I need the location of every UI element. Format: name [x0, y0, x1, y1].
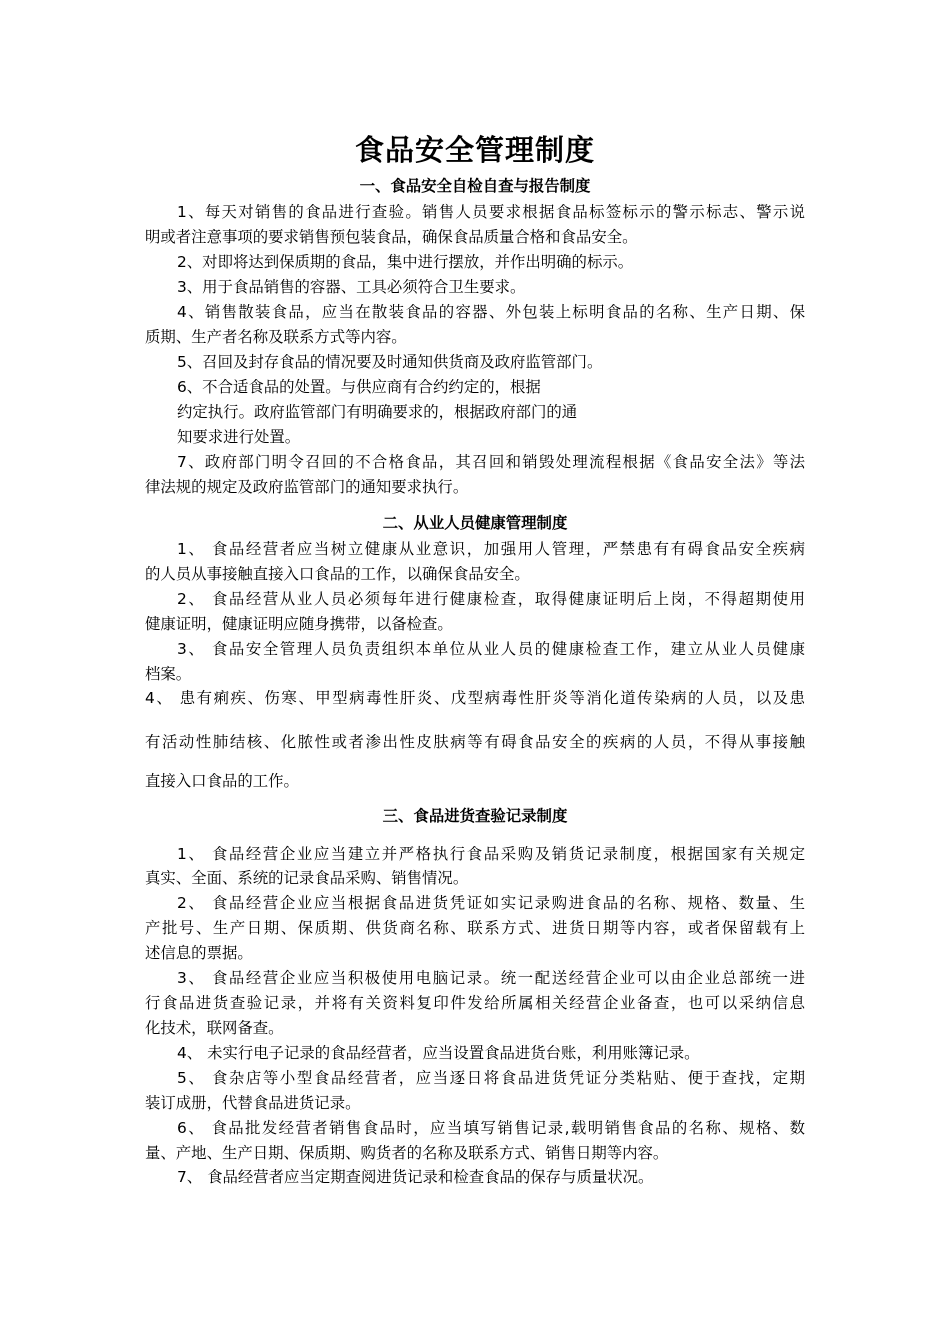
paragraph-line: 的人员从事接触直接入口食品的工作，以确保食品安全。	[145, 565, 530, 583]
paragraph-line: 3、用于食品销售的容器、工具必须符合卫生要求。	[177, 278, 526, 296]
paragraph-line: 7、 食品经营者应当定期查阅进货记录和检查食品的保存与质量状况。	[177, 1168, 654, 1186]
paragraph-line: 化技术，联网备查。	[145, 1019, 284, 1037]
paragraph-line: 3、 食品安全管理人员负责组织本单位从业人员的健康检查工作，建立从业人员健康	[177, 640, 805, 658]
paragraph-line: 4、 患有痢疾、伤寒、甲型病毒性肝炎、戊型病毒性肝炎等消化道传染病的人员，以及患	[145, 689, 805, 707]
paragraph-line: 2、 食品经营企业应当根据食品进货凭证如实记录购进食品的名称、规格、数量、生	[177, 894, 805, 912]
paragraph-line: 4、 未实行电子记录的食品经营者，应当设置食品进货台账，利用账簿记录。	[177, 1044, 700, 1062]
paragraph-line: 4、销售散装食品，应当在散装食品的容器、外包装上标明食品的名称、生产日期、保	[177, 303, 805, 321]
document-title: 食品安全管理制度	[354, 133, 595, 167]
paragraph-line: 档案。	[145, 665, 192, 683]
paragraph-line: 述信息的票据。	[145, 944, 253, 962]
paragraph-line: 6、 食品批发经营者销售食品时，应当填写销售记录,载明销售食品的名称、规格、数	[177, 1119, 805, 1137]
paragraph-line: 律法规的规定及政府监管部门的通知要求执行。	[145, 478, 469, 496]
paragraph-line: 1、每天对销售的食品进行查验。销售人员要求根据食品标签标示的警示标志、警示说	[177, 203, 805, 221]
paragraph-line: 产批号、生产日期、保质期、供货商名称、联系方式、进货日期等内容，或者保留载有上	[145, 919, 805, 937]
paragraph-line: 5、 食杂店等小型食品经营者，应当逐日将食品进货凭证分类粘贴、便于查找，定期	[177, 1069, 805, 1087]
paragraph-line: 明或者注意事项的要求销售预包装食品，确保食品质量合格和食品安全。	[145, 228, 638, 246]
section-heading-3: 三、食品进货查验记录制度	[382, 807, 568, 825]
paragraph-line: 1、 食品经营者应当树立健康从业意识，加强用人管理，严禁患有有碍食品安全疾病	[177, 540, 805, 558]
paragraph-line: 知要求进行处置。	[177, 428, 301, 446]
paragraph-line: 有活动性肺结核、化脓性或者渗出性皮肤病等有碍食品安全的疾病的人员，不得从事接触	[145, 733, 805, 751]
paragraph-line: 真实、全面、系统的记录食品采购、销售情况。	[145, 869, 469, 887]
paragraph-line: 约定执行。政府监管部门有明确要求的，根据政府部门的通	[177, 403, 578, 421]
paragraph-line: 5、召回及封存食品的情况要及时通知供货商及政府监管部门。	[177, 353, 603, 371]
paragraph-line: 1、 食品经营企业应当建立并严格执行食品采购及销货记录制度，根据国家有关规定	[177, 845, 805, 863]
paragraph-line: 装订成册，代替食品进货记录。	[145, 1094, 361, 1112]
paragraph-line: 质期、生产者名称及联系方式等内容。	[145, 328, 407, 346]
paragraph-line: 6、不合适食品的处置。与供应商有合约约定的，根据	[177, 378, 541, 396]
section-heading-2: 二、从业人员健康管理制度	[382, 514, 568, 532]
paragraph-line: 3、 食品经营企业应当积极使用电脑记录。统一配送经营企业可以由企业总部统一进	[177, 969, 805, 987]
paragraph-line: 健康证明，健康证明应随身携带，以备检查。	[145, 615, 453, 633]
paragraph-line: 2、对即将达到保质期的食品，集中进行摆放，并作出明确的标示。	[177, 253, 634, 271]
paragraph-line: 量、产地、生产日期、保质期、购货者的名称及联系方式、销售日期等内容。	[145, 1144, 669, 1162]
paragraph-line: 行食品进货查验记录，并将有关资料复印件发给所属相关经营企业备查，也可以采纳信息	[145, 994, 805, 1012]
paragraph-line: 7、政府部门明令召回的不合格食品，其召回和销毁处理流程根据《食品安全法》等法	[177, 453, 805, 471]
paragraph-line: 2、 食品经营从业人员必须每年进行健康检查，取得健康证明后上岗，不得超期使用	[177, 590, 805, 608]
section-heading-1: 一、食品安全自检自查与报告制度	[359, 177, 591, 195]
paragraph-line: 直接入口食品的工作。	[145, 772, 299, 790]
